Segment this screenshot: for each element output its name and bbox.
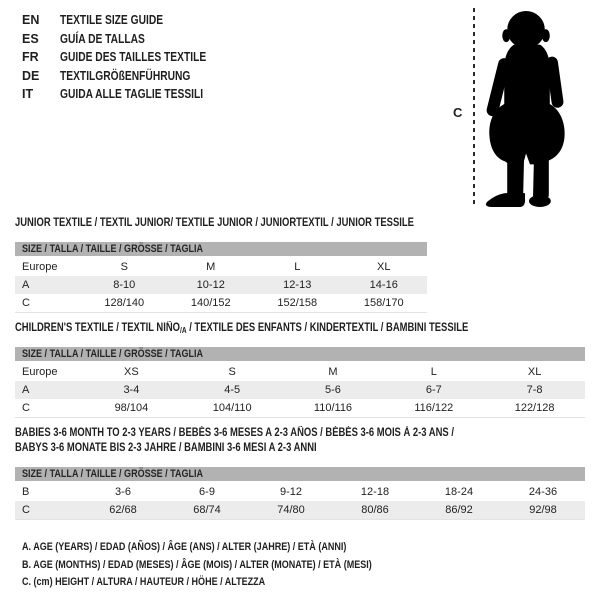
cell: 80/86: [361, 504, 389, 516]
title-pre: CHILDREN'S TEXTILE / TEXTIL NIÑO: [15, 322, 181, 334]
cell: 10-12: [196, 279, 225, 291]
table-row: [15, 294, 427, 313]
babies-size-table: [15, 467, 585, 520]
section-title-children: [15, 321, 568, 338]
cell: 12-13: [283, 279, 312, 291]
cell: 24-36: [528, 486, 558, 498]
cell: S: [120, 261, 128, 273]
junior-size-table: [15, 242, 427, 313]
children-size-table: [15, 347, 585, 418]
row-label: Europe: [22, 261, 58, 273]
row-label: C: [22, 402, 30, 414]
guide-title-de: TEXTILGRÖßENFÜHRUNG: [60, 68, 191, 83]
legend-a-text: A. AGE (YEARS) / EDAD (AÑOS) / ÂGE (ANS) / ALTER (JAHRE) / ETÀ (ANNI): [22, 541, 347, 553]
legend-b-text: B. AGE (MONTHS) / EDAD (MESES) / ÂGE (MOIS) / ALTER (MONATE) / ETÀ (MESI): [22, 558, 372, 571]
table-row: [15, 501, 585, 520]
cell: L: [430, 366, 437, 378]
table-row: [15, 399, 585, 418]
cell: 7-8: [526, 384, 543, 396]
language-row-es: [22, 30, 238, 49]
cell: M: [328, 366, 338, 378]
legend-line-b: [22, 557, 449, 575]
cell: 9-12: [279, 486, 303, 498]
cell: 140/152: [190, 297, 231, 309]
cell: 152/158: [277, 297, 318, 309]
cell: 62/68: [109, 504, 137, 516]
table-row: [15, 276, 427, 294]
cell: 86/92: [445, 504, 473, 516]
guide-title-it: GUIDA ALLE TAGLIE TESSILI: [60, 87, 204, 102]
cell: 8-10: [113, 279, 136, 291]
cell: XL: [377, 261, 391, 273]
table-row: [15, 362, 585, 381]
cell: 158/170: [363, 297, 404, 309]
cell: 116/122: [414, 402, 454, 414]
row-label: C: [22, 297, 30, 309]
language-code: FR: [22, 50, 39, 65]
size-bar-label: SIZE / TALLA / TAILLE / GRÖSSE / TAGLIA: [22, 468, 204, 480]
cell: 92/98: [529, 504, 557, 516]
size-bar-row: [15, 347, 585, 362]
language-row-fr: [22, 48, 238, 67]
cell: 68/74: [193, 504, 221, 516]
size-bar: [15, 242, 427, 257]
size-bar-row: [15, 242, 427, 257]
language-row-de: [22, 67, 238, 86]
cell: 4-5: [224, 384, 241, 396]
language-code: EN: [22, 13, 40, 28]
cell: 74/80: [277, 504, 305, 516]
row-label: Europe: [22, 366, 58, 378]
section-title-babies-line2: [15, 441, 550, 456]
cell: 128/140: [104, 297, 145, 309]
table-row: [15, 257, 427, 276]
baby-silhouette-icon: [478, 5, 580, 208]
cell: 6-7: [425, 384, 442, 396]
section-title-junior: [15, 216, 501, 231]
height-measure-label: C: [453, 105, 463, 120]
cell: L: [294, 261, 301, 273]
size-bar: [15, 347, 585, 362]
cell: 12-18: [360, 486, 390, 498]
language-title-list: [22, 11, 238, 104]
row-label: A: [22, 384, 30, 396]
legend-c-text: C. (cm) HEIGHT / ALTURA / HAUTEUR / HÖHE / ALTEZZA: [22, 576, 266, 588]
title-line2-text: BABYS 3-6 MONATE BIS 2-3 JAHRE / BAMBINI 3-6 MESI A 2-3 ANNI: [15, 442, 317, 454]
row-label: C: [22, 504, 30, 516]
section-title-babies: [15, 426, 550, 456]
guide-title-en: TEXTILE SIZE GUIDE: [60, 13, 164, 28]
cell: 18-24: [444, 486, 474, 498]
cell: S: [228, 366, 236, 378]
cell: XS: [124, 366, 139, 378]
cell: 3-4: [123, 384, 140, 396]
height-measure-line: [473, 8, 475, 207]
table-row: [15, 381, 585, 399]
cell: XL: [527, 366, 542, 378]
row-label: A: [22, 279, 30, 291]
cell: 14-16: [369, 279, 398, 291]
measurement-legend: [22, 539, 449, 592]
cell: 122/128: [514, 402, 555, 414]
legend-line-a: [22, 539, 449, 557]
guide-title-es: GUÍA DE TALLAS: [60, 31, 145, 46]
guide-title-fr: GUIDE DES TAILLES TEXTILE: [60, 50, 207, 65]
section-title-babies-line1: [15, 426, 550, 441]
language-row-en: [22, 11, 238, 30]
section-title-junior-text: JUNIOR TEXTILE / TEXTIL JUNIOR/ TEXTILE JUNIOR / JUNIORTEXTIL / JUNIOR TESSILE: [15, 217, 414, 229]
table-row: [15, 482, 585, 501]
language-code: IT: [22, 87, 34, 102]
size-bar: [15, 467, 585, 482]
size-bar-label: SIZE / TALLA / TAILLE / GRÖSSE / TAGLIA: [22, 348, 204, 360]
row-label: B: [22, 486, 30, 498]
language-row-it: [22, 85, 238, 104]
cell: 104/110: [212, 402, 252, 414]
cell: 6-9: [199, 486, 215, 498]
title-line1-text: BABIES 3-6 MONTH TO 2-3 YEARS / BEBÉS 3-6 MESES A 2-3 AÑOS / BÉBÉS 3-6 MOIS À 2-3 ANS /: [15, 427, 454, 439]
section-title-children-text: [15, 321, 468, 338]
cell: 110/116: [313, 402, 353, 414]
cell: 3-6: [115, 486, 131, 498]
cell: 5-6: [325, 384, 341, 396]
cell: 98/104: [114, 402, 149, 414]
language-code: ES: [22, 31, 39, 46]
title-subscript: /A: [180, 326, 187, 335]
title-post: / TEXTILE DES ENFANTS / KINDERTEXTIL / BAMBINI TESSILE: [186, 322, 469, 334]
legend-line-c: [22, 574, 449, 592]
size-bar-label: SIZE / TALLA / TAILLE / GRÖSSE / TAGLIA: [22, 243, 204, 255]
language-code: DE: [22, 68, 40, 83]
cell: M: [206, 261, 216, 273]
size-bar-row: [15, 467, 585, 482]
